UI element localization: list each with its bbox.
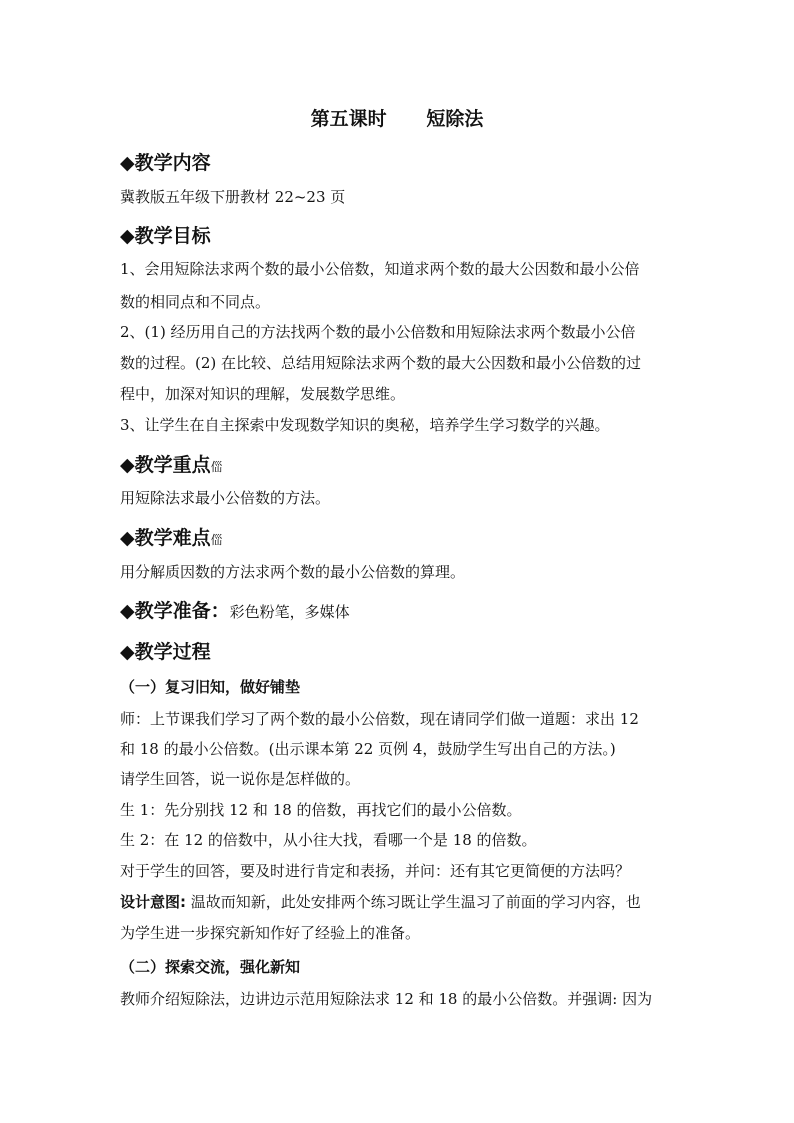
goal-line: 数的过程。(2) 在比较、总结用短除法求两个数的最大公因数和最小公倍数的过 (120, 354, 642, 372)
process-line: 请学生回答，说一说你是怎样做的。 (120, 770, 361, 788)
heading-key (120, 450, 223, 477)
difficulty-text: 用分解质因数的方法求两个数的最小公倍数的算理。 (120, 563, 466, 581)
heading-difficulty-label: ◆教学难点 (120, 527, 211, 549)
heading-difficulty-mark: 㑎 (210, 533, 223, 547)
process-line: 生 2：在 12 的倍数中，从小往大找，看哪一个是 18 的倍数。 (120, 831, 537, 849)
design-intent-label: 设计意图: (120, 893, 186, 911)
heading-process: ◆教学过程 (120, 641, 211, 663)
content-text: 冀教版五年级下册教材 22~23 页 (120, 188, 346, 206)
heading-difficulty (120, 523, 223, 550)
design-intent-line: 为学生进一步探究新知作好了经验上的准备。 (120, 924, 421, 942)
process-line: 师：上节课我们学习了两个数的最小公倍数，现在请同学们做一道题：求出 12 (120, 710, 639, 728)
key-text: 用短除法求最小公倍数的方法。 (120, 489, 331, 507)
heading-prep-label: ◆教学准备： (120, 600, 230, 622)
goal-line: 2、(1) 经历用自己的方法找两个数的最小公倍数和用短除法求两个数最小公倍 (120, 323, 636, 341)
heading-content: ◆教学内容 (120, 152, 211, 174)
heading-prep (120, 596, 350, 623)
page-title: 第五课时 短除法 (310, 108, 484, 130)
process-line: 生 1：先分别找 12 和 18 的倍数，再找它们的最小公倍数。 (120, 801, 522, 819)
goal-line: 3、让学生在自主探索中发现数学知识的奥秘，培养学生学习数学的兴趣。 (120, 416, 610, 434)
design-intent-text: 温故而知新，此处安排两个练习既让学生温习了前面的学习内容，也 (186, 893, 641, 911)
part2-title: （二）探索交流，强化新知 (120, 958, 301, 976)
goal-line: 程中，加深对知识的理解，发展数学思维。 (120, 385, 406, 403)
prep-text: 彩色粉笔，多媒体 (229, 603, 350, 621)
process-line: 教师介绍短除法，边讲边示范用短除法求 12 和 18 的最小公倍数。并强调: 因为 (120, 990, 653, 1008)
process-line: 对于学生的回答，要及时进行肯定和表扬，并问：还有其它更简便的方法吗？ (120, 862, 631, 880)
process-line: 和 18 的最小公倍数。(出示课本第 22 页例 4，鼓励学生写出自己的方法。) (120, 740, 616, 758)
heading-key-mark: 㑎 (210, 460, 223, 474)
heading-key-label: ◆教学重点 (120, 454, 211, 476)
goal-line: 数的相同点和不同点。 (120, 293, 271, 311)
design-intent-line (120, 891, 641, 912)
heading-goals: ◆教学目标 (120, 225, 211, 247)
goal-line: 1、会用短除法求两个数的最小公倍数，知道求两个数的最大公因数和最小公倍 (120, 260, 640, 278)
part1-title: （一）复习旧知，做好铺垫 (120, 678, 301, 696)
